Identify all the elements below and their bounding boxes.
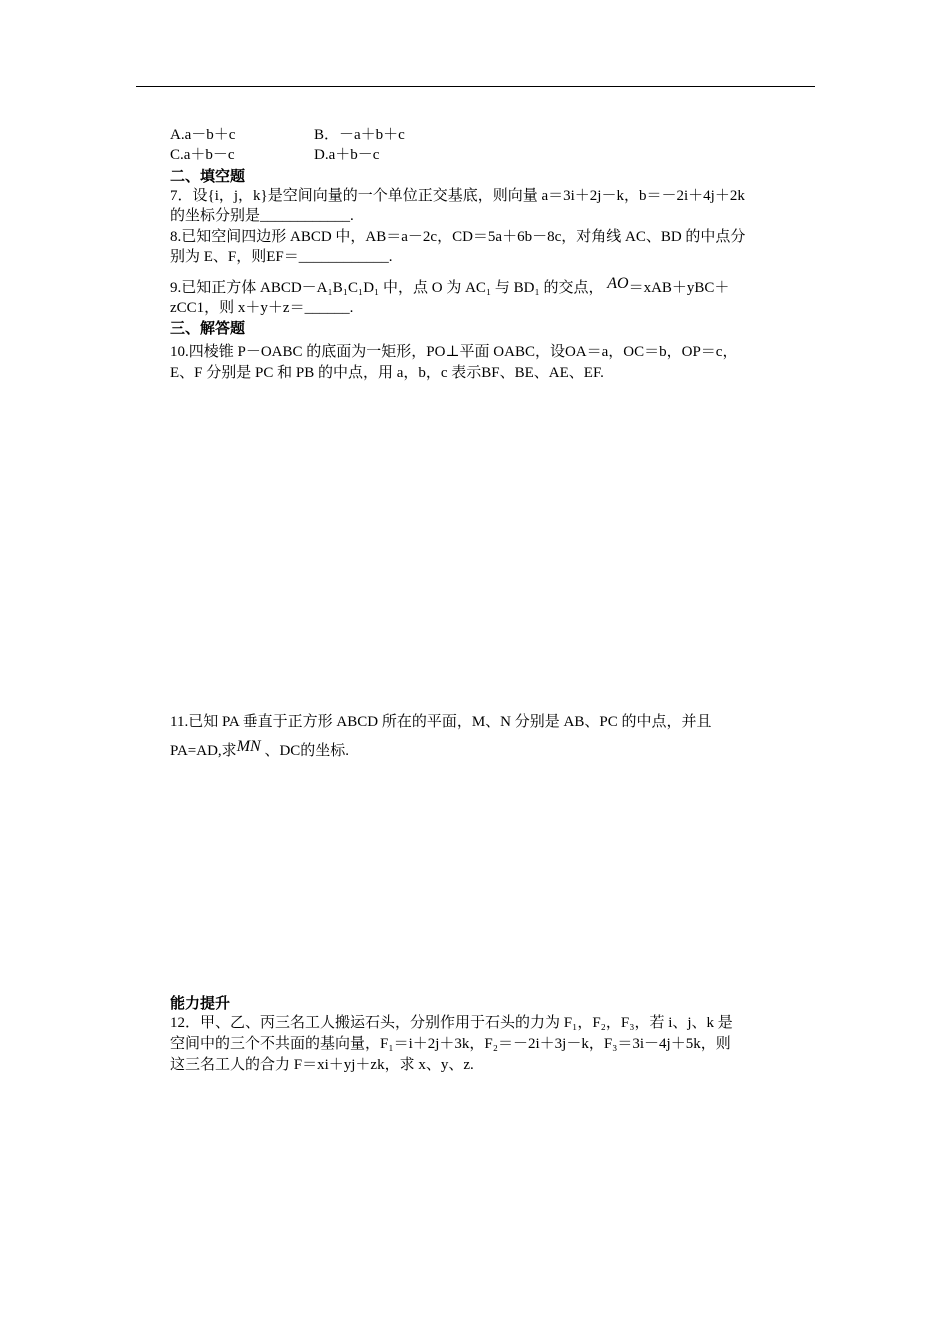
- vector-ao: AO: [607, 275, 629, 292]
- question-10-line-1: 10.四棱锥 P－OABC 的底面为一矩形，PO⊥平面 OABC，设OA＝a，OC＝b，OP＝c，: [170, 344, 738, 360]
- question-11-text-a: PA=AD,求: [170, 743, 237, 759]
- question-7-line-1: 7．设{i，j，k}是空间向量的一个单位正交基底，则向量 a＝3i＋2j－k，b＝－2i＋4j＋2k: [170, 188, 745, 204]
- section-ability-heading: 能力提升: [170, 994, 231, 1012]
- question-12-line-1: 12．甲、乙、丙三名工人搬运石头，分别作用于石头的力为 F₁，F₂，F₃，若 i、j、k 是: [170, 1015, 733, 1031]
- options-row-cd: [170, 145, 379, 165]
- question-8-line-2: 别为 E、F，则EF＝____________.: [170, 249, 393, 265]
- question-12-line-2: 空间中的三个不共面的基向量，F₁＝i＋2j＋3k，F₂＝－2i＋3j－k，F₃＝3i－4j＋5k，则: [170, 1036, 731, 1052]
- section-answer-heading: 三、解答题: [170, 319, 246, 337]
- question-10-line-2: E、F 分别是 PC 和 PB 的中点，用 a，b，c 表示BF、BE、AE、EF.: [170, 365, 604, 381]
- question-11-line-1: 11.已知 PA 垂直于正方形 ABCD 所在的平面，M、N 分别是 AB、PC 的中点，并且: [170, 714, 712, 730]
- question-9-text-b: ＝xAB＋yBC＋: [628, 280, 730, 296]
- question-9-text-a: 9.已知正方体 ABCD－A₁B₁C₁D₁ 中，点 O 为 AC₁ 与 BD₁ 的交点，: [170, 280, 604, 296]
- option-b: B．－a＋b＋c: [314, 127, 405, 143]
- question-11-line-2: [170, 738, 350, 761]
- option-d: D.a＋b－c: [314, 147, 380, 163]
- question-12-line-3: 这三名工人的合力 F＝xi＋yj＋zk，求 x、y、z.: [170, 1057, 474, 1073]
- vector-mn: MN: [236, 738, 261, 755]
- header-rule: [136, 86, 815, 87]
- option-c: C.a＋b－c: [170, 147, 235, 163]
- options-row-ab: [170, 125, 405, 145]
- question-7-line-2: 的坐标分别是____________.: [170, 208, 354, 224]
- question-8-line-1: 8.已知空间四边形 ABCD 中，AB＝a－2c，CD＝5a＋6b－8c，对角线 AC、BD 的中点分: [170, 229, 746, 245]
- section-fill-in-heading: 二、填空题: [170, 167, 246, 185]
- question-11-text-b: 、DC的坐标.: [264, 743, 350, 759]
- question-9-line-1: [170, 275, 730, 298]
- option-a: A.a－b＋c: [170, 127, 236, 143]
- question-9-line-2: zCC1，则 x＋y＋z＝______.: [170, 300, 354, 316]
